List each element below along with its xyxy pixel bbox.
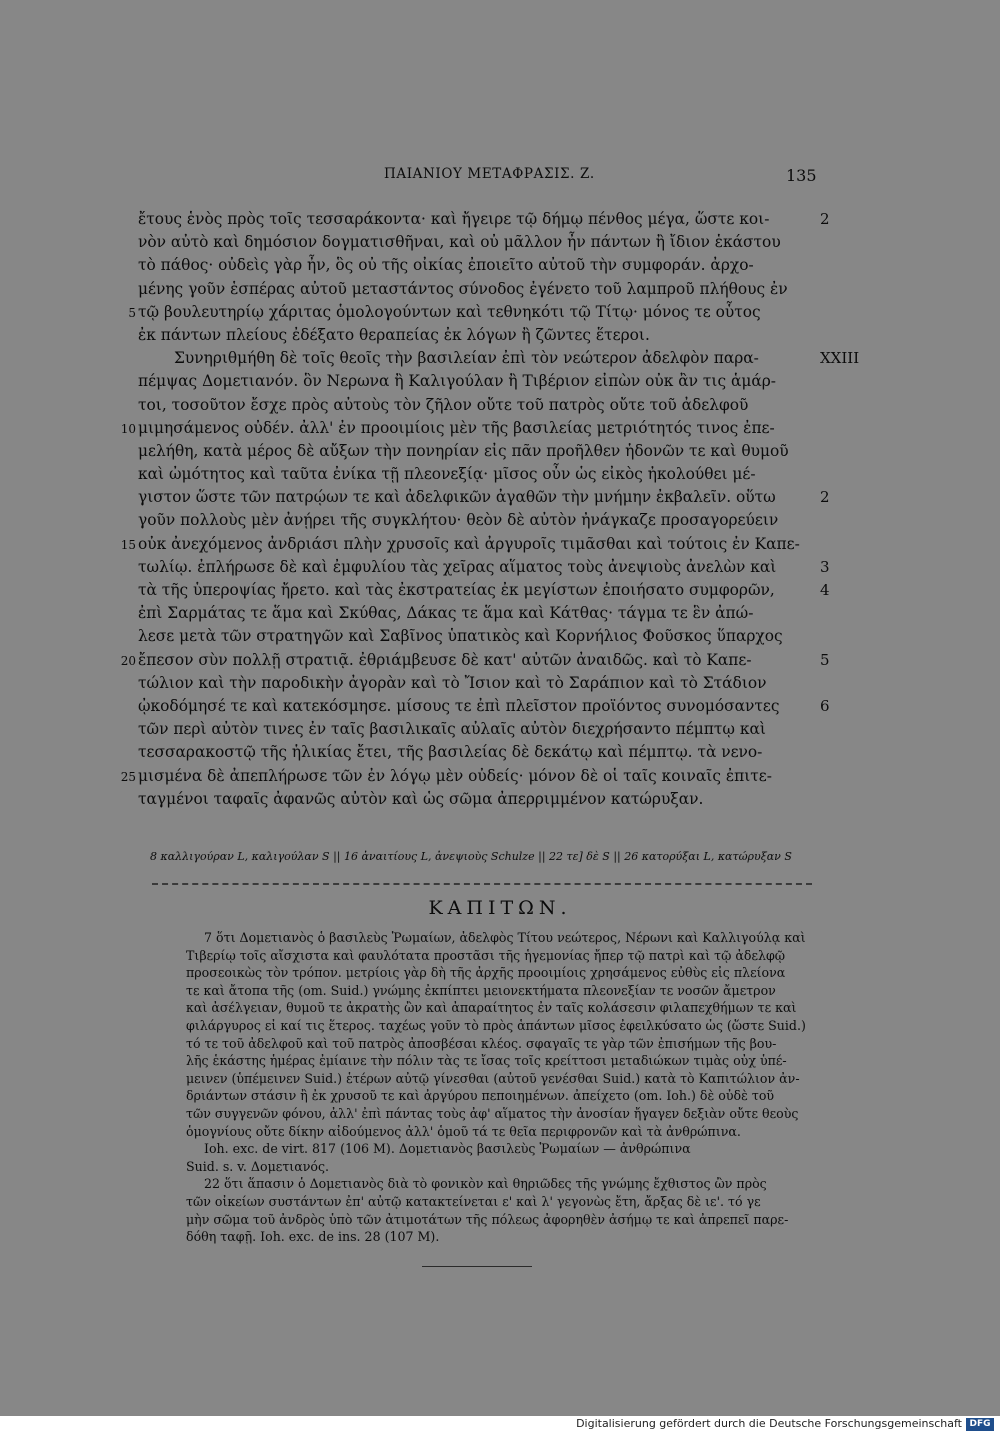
text-line bbox=[138, 231, 828, 254]
text-line bbox=[138, 602, 828, 625]
text-line bbox=[120, 765, 828, 788]
footer-credit bbox=[0, 1416, 1000, 1434]
text-line bbox=[138, 788, 828, 811]
footer-credit-text: Digitalisierung gefördert durch die Deutsche Forschungsgemeinschaft bbox=[576, 1417, 962, 1430]
text-line bbox=[138, 718, 828, 741]
commentary-line: τῶν συγγενῶν φόνου, ἀλλ' ἐπὶ πάντας τοὺς ἀφ' αἵματος τὴν ἀνοσίαν ἤγαγεν δεξιὰν οὔτε θεοὺς bbox=[186, 1105, 799, 1121]
line-text: ἐπὶ Σαρμάτας τε ἅμα καὶ Σκύθας, Δάκας τε ἅμα καὶ Κάτθας· τάγμα τε ἓν ἀπώ- bbox=[138, 604, 754, 623]
line-text: πέμψας Δομετιανόν. ὃν Νερωνα ἢ Καλιγούλαν ἢ Τιβέριον εἰπὼν οὐκ ἂν τις ἁμάρ- bbox=[138, 372, 777, 391]
text-line bbox=[138, 440, 828, 463]
page-number: 135 bbox=[786, 166, 817, 185]
commentary-line: Ioh. exc. de virt. 817 (106 M). Δομετιανὸς βασιλεὺς Ῥωμαίων — ἀνθρώπινα bbox=[204, 1141, 691, 1157]
line-text: τὸ πάθος· οὐδεὶς γὰρ ἦν, ὃς οὐ τῆς οἰκίας ἐποιεῖτο αὐτοῦ τὴν συμφοράν. ἀρχο- bbox=[138, 256, 754, 275]
text-line bbox=[138, 486, 828, 509]
line-text: τῶν περὶ αὐτὸν τινες ἐν ταῖς βασιλικαῖς αὐλαῖς αὐτὸν διεχρήσαντο πέμπτῳ καὶ bbox=[138, 720, 766, 739]
line-text: καὶ ὠμότητος καὶ ταῦτα ἐνίκα τῇ πλεονεξίᾳ· μῖσος οὖν ὡς εἰκὸς ἠκολούθει μέ- bbox=[138, 465, 756, 484]
commentary-line: μεινεν (ὑπέμεινεν Suid.) ἑτέρων αὐτῷ γίνεσθαι (αὐτοῦ γενέσθαι Suid.) κατὰ τὸ Καπιτώλιον ἀν- bbox=[186, 1070, 800, 1086]
line-number: 10 bbox=[120, 421, 136, 436]
margin-reference: 2 bbox=[820, 210, 830, 228]
commentary-line: 22 ὅτι ἅπασιν ὁ Δομετιανὸς διὰ τὸ φονικὸν καὶ θηριῶδες τῆς γνώμης ἔχθιστος ὢν πρὸς bbox=[204, 1176, 767, 1192]
margin-reference: 5 bbox=[820, 650, 830, 669]
line-text: νὸν αὐτὸ καὶ δημόσιον δογματισθῆναι, καὶ οὐ μᾶλλον ἦν πάντων ἢ ἴδιον ἑκάστου bbox=[138, 233, 781, 252]
text-line bbox=[128, 301, 828, 324]
commentary-line: μὴν σῶμα τοῦ ἀνδρὸς ὑπὸ τῶν ἀτιμοτάτων τῆς πόλεως ἀφορηθὲν ἀσήμῳ τε καὶ ἀπρεπεῖ παρε- bbox=[186, 1211, 789, 1227]
line-text: τὰ τῆς ὑπεροψίας ἤρετο. καὶ τὰς ἐκστρατείας ἐκ μεγίστων ἐποιήσατο συμφορῶν, bbox=[138, 581, 775, 599]
line-text: τώλιον καὶ τὴν παροδικὴν ἀγορὰν καὶ τὸ Ἴσιον καὶ τὸ Σαράπιον καὶ τὸ Στάδιον bbox=[138, 673, 767, 692]
running-title: ΠΑΙΑΝΙΟΥ ΜΕΤΑΦΡΑΣΙΣ. Ζ. bbox=[384, 166, 595, 182]
line-number: 15 bbox=[120, 537, 136, 552]
text-line bbox=[138, 556, 828, 579]
page-header bbox=[0, 166, 1000, 190]
commentary-line: καὶ ἀσέλγειαν, θυμοῦ τε ἀκρατὴς ὢν καὶ ἀπαραίτητος ἐν ταῖς κολάσεσιν φιλαπεχθήμων τε καὶ bbox=[186, 1000, 797, 1016]
line-text: λεσε μετὰ τῶν στρατηγῶν καὶ Σαβῖνος ὑπατικὸς καὶ Κορνήλιος Φοῦσκος ὕπαρχος bbox=[138, 627, 783, 646]
line-number: 25 bbox=[120, 769, 136, 784]
text-line bbox=[138, 625, 828, 648]
margin-reference: XXIII bbox=[820, 349, 860, 368]
text-line bbox=[138, 254, 828, 277]
line-text: μισμένα δὲ ἀπεπλήρωσε τῶν ἐν λόγῳ μὲν οὐδείς· μόνον δὲ οἱ ταῖς κοιναῖς ἐπιτε- bbox=[138, 766, 772, 785]
text-line bbox=[138, 579, 828, 602]
line-text: ἔτους ἑνὸς πρὸς τοῖς τεσσαράκοντα· καὶ ἤγειρε τῷ δήμῳ πένθος μέγα, ὥστε κοι- bbox=[138, 210, 770, 228]
line-text: μιμησάμενος οὐδέν. ἀλλ' ἐν προοιμίοις μὲν τῆς βασιλείας μετριότητός τινος ἐπε- bbox=[138, 418, 775, 437]
dfg-logo: DFG bbox=[966, 1418, 994, 1431]
commentary-line: ὁμογνίους οὔτε δίκην αἰδούμενος ἀλλ' ὁμοῦ τά τε θεῖα περιφρονῶν καὶ τὰ ἀνθρώπινα. bbox=[186, 1123, 741, 1139]
line-text: οὐκ ἀνεχόμενος ἀνδριάσι πλὴν χρυσοῖς καὶ ἀργυροῖς τιμᾶσθαι καὶ τούτοις ἐν Καπε- bbox=[138, 534, 800, 553]
line-text: γοῦν πολλοὺς μὲν ἀνῄρει τῆς συγκλήτου· θεὸν δὲ αὐτὸν ἠνάγκαζε προσαγορεύειν bbox=[138, 511, 779, 530]
text-line bbox=[120, 417, 828, 440]
line-text: ἐκ πάντων πλείους ἐδέξατο θεραπείας ἐκ λόγων ἢ ζῶντες ἕτεροι. bbox=[138, 325, 650, 344]
line-text: ᾠκοδόμησέ τε καὶ κατεκόσμησε. μίσους τε ἐπὶ πλεῖστον προϊόντος συνομόσαντες bbox=[138, 696, 780, 715]
line-text: ἔπεσον σὺν πολλῇ στρατιᾷ. ἐθριάμβευσε δὲ κατ' αὐτῶν ἀναιδῶς. καὶ τὸ Καπε- bbox=[138, 650, 752, 669]
line-text: ταγμένοι ταφαῖς ἀφανῶς αὐτὸν καὶ ὡς σῶμα ἀπερριμμένον κατώρυξαν. bbox=[138, 789, 704, 808]
line-text: γιστον ὥστε τῶν πατρῴων τε καὶ ἀδελφικῶν ἀγαθῶν τὴν μνήμην ἐκβαλεῖν. οὕτω bbox=[138, 488, 776, 507]
margin-reference: 3 bbox=[820, 557, 830, 576]
text-line bbox=[138, 370, 828, 393]
text-line bbox=[138, 347, 860, 370]
commentary-line: Τιβερίῳ τοῖς αἴσχιστα καὶ φαυλότατα προστᾶσι τῆς ἡγεμονίας ἤπερ τῷ πατρὶ καὶ τῷ ἀδελφῷ bbox=[186, 947, 786, 963]
line-text: μελήθη, κατὰ μέρος δὲ αὔξων τὴν πονηρίαν εἰς πᾶν προῆλθεν ἡδονῶν τε καὶ θυμοῦ bbox=[138, 441, 789, 460]
commentary-line: τε καὶ ἄτοπα τῆς (om. Suid.) γνώμης ἐκπίπτει μειονεκτήματα πλεονεξίαν τε νοσῶν ἄμετρον bbox=[186, 982, 776, 998]
line-number: 5 bbox=[128, 305, 136, 320]
commentary-line: 7 ὅτι Δομετιανὸς ὁ βασιλεὺς Ῥωμαίων, ἀδελφὸς Τίτου νεώτερος, Νέρωνι καὶ Καλλιγούλᾳ καὶ bbox=[204, 930, 806, 945]
commentary-line: τῶν οἰκείων συστάντων ἐπ' αὐτῷ κατακτείνεται ε' καὶ λ' γεγονὼς ἔτη, ἄρξας δὲ ιε'. τό γε bbox=[186, 1193, 761, 1209]
text-line bbox=[138, 741, 828, 764]
line-text: τῷ βουλευτηρίῳ χάριτας ὁμολογούντων καὶ τεθνηκότι τῷ Τίτῳ· μόνος τε οὗτος bbox=[138, 302, 761, 321]
text-line bbox=[138, 463, 828, 486]
margin-reference: 6 bbox=[820, 696, 830, 715]
text-line bbox=[120, 649, 830, 672]
line-text: τεσσαρακοστῷ τῆς ἡλικίας ἔτει, τῆς βασιλείας δὲ δεκάτῳ καὶ πέμπτῳ. τὰ νενο- bbox=[138, 743, 763, 762]
end-rule bbox=[422, 1266, 532, 1267]
text-line bbox=[138, 695, 828, 718]
commentary bbox=[186, 929, 808, 1246]
text-line bbox=[138, 278, 828, 301]
line-text: τωλίῳ. ἐπλήρωσε δὲ καὶ ἐμφυλίου τὰς χεῖρας αἵματος τοὺς ἀνεψιοὺς ἀνελὼν καὶ bbox=[138, 557, 777, 576]
text-line bbox=[138, 208, 828, 231]
section-title: ΚΑΠΙΤΩΝ. bbox=[428, 897, 572, 919]
margin-reference: 2 bbox=[820, 488, 830, 507]
commentary-line: Suid. s. v. Δομετιανός. bbox=[186, 1158, 330, 1174]
main-text bbox=[120, 208, 860, 811]
commentary-line: λῆς ἑκάστης ἡμέρας ἐμίαινε τὴν πόλιν τὰς τε ἴσας τοῖς κρείττοσι μεταδιώκων τιμὰς οὐχ ὑπέ- bbox=[186, 1053, 787, 1069]
text-line bbox=[138, 509, 828, 532]
text-line bbox=[138, 324, 828, 347]
line-text: Συνηριθμήθη δὲ τοῖς θεοῖς τὴν βασιλείαν ἐπὶ τὸν νεώτερον ἀδελφὸν παρα- bbox=[174, 349, 759, 368]
critical-apparatus: 8 καλλιγούραν L, καλιγούλαν S || 16 ἀναιτίους L, ἀνεψιοὺς Schulze || 22 τε] δὲ S || 26 κατορύξαι L, κατώρυξαν S bbox=[150, 850, 792, 863]
line-number: 20 bbox=[120, 653, 136, 668]
text-line bbox=[138, 672, 828, 695]
commentary-line: φιλάργυρος εἰ καί τις ἕτερος. ταχέως γοῦν τὸ πρὸς ἁπάντων μῖσος ἐφειλκύσατο ὡς (ὥστε Suid.) bbox=[186, 1017, 806, 1033]
commentary-line: προσεοικὼς τὸν τρόπον. μετρίοις γὰρ δὴ τῆς ἀρχῆς προοιμίοις χρησάμενος εὐθὺς εἰς πλείονα bbox=[186, 965, 786, 981]
margin-reference: 4 bbox=[820, 581, 830, 599]
commentary-line: τό τε τοῦ ἀδελφοῦ καὶ τοῦ πατρὸς ἀποσβέσαι κλέος. σφαγαῖς τε γὰρ τῶν ἐπισήμων τῆς βου- bbox=[186, 1035, 777, 1051]
commentary-line: δριάντων στάσιν ἢ ἐκ χρυσοῦ τε καὶ ἀργύρου πεποιημένων. ἀπείχετο (om. Ioh.) δὲ οὐδὲ τοῦ bbox=[186, 1088, 775, 1104]
line-text: τοι, τοσοῦτον ἔσχε πρὸς αὐτοὺς τὸν ζῆλον οὔτε τοῦ πατρὸς οὔτε τοῦ ἀδελφοῦ bbox=[138, 395, 749, 414]
text-line bbox=[120, 533, 828, 556]
line-text: μένης γοῦν ἑσπέρας αὐτοῦ μεταστάντος σύνοδος ἐγένετο τοῦ λαμπροῦ πλήθους ἐν bbox=[138, 279, 788, 298]
commentary-line: δόθη ταφῇ. Ioh. exc. de ins. 28 (107 M). bbox=[186, 1229, 440, 1245]
dashed-rule bbox=[152, 883, 812, 885]
text-line bbox=[138, 394, 828, 417]
